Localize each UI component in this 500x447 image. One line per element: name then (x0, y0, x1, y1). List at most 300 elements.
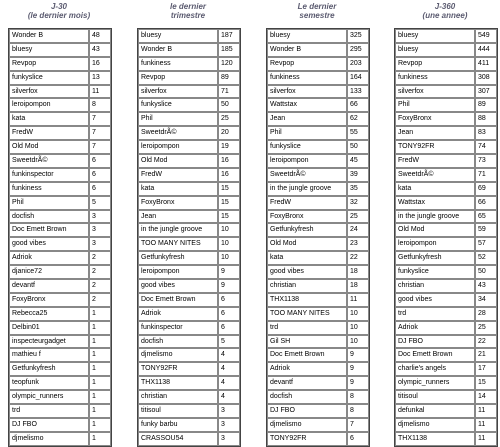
post-count: 1 (89, 418, 111, 432)
table-row (9, 390, 111, 404)
table-row (9, 196, 111, 210)
member-name: Wattstax (267, 98, 347, 112)
table-row (395, 126, 497, 140)
member-name: funkiness (395, 71, 475, 85)
column-subtitle: trimestre (170, 11, 206, 20)
table-row (395, 71, 497, 85)
table-row (267, 265, 369, 279)
member-name: funkyslice (395, 265, 475, 279)
table-row (267, 418, 369, 432)
member-name: Adriok (395, 321, 475, 335)
column-header (137, 2, 239, 28)
member-name: djanice72 (9, 265, 89, 279)
table-row (9, 418, 111, 432)
member-name: FredW (9, 126, 89, 140)
post-count: 21 (475, 348, 497, 362)
column-subtitle: semestre (299, 11, 335, 20)
column-header (8, 2, 110, 28)
post-count: 6 (218, 321, 240, 335)
post-count: 1 (89, 362, 111, 376)
post-count: 25 (475, 321, 497, 335)
member-name: Revpop (267, 57, 347, 71)
member-name: THX1138 (138, 376, 218, 390)
table-row (395, 321, 497, 335)
table-row (267, 279, 369, 293)
table-row (138, 85, 240, 99)
member-name: titisoul (395, 390, 475, 404)
member-name: silverfox (267, 85, 347, 99)
member-name: Old Mod (395, 223, 475, 237)
member-name: Old Mod (9, 140, 89, 154)
post-count: 18 (347, 279, 369, 293)
table-row (138, 279, 240, 293)
table-row (395, 196, 497, 210)
member-name: CRASSOU54 (138, 432, 218, 446)
post-count: 2 (89, 293, 111, 307)
member-name: djmelismo (267, 418, 347, 432)
table-row (395, 293, 497, 307)
post-count: 444 (475, 43, 497, 57)
table-row (138, 43, 240, 57)
member-name: SweetdrÃ© (138, 126, 218, 140)
post-count: 45 (347, 154, 369, 168)
table-row (395, 307, 497, 321)
table-row (9, 293, 111, 307)
post-count: 57 (475, 237, 497, 251)
member-name: SweetdrÃ© (267, 168, 347, 182)
table-row (9, 154, 111, 168)
post-count: 6 (89, 182, 111, 196)
table-row (267, 57, 369, 71)
post-count: 25 (347, 210, 369, 224)
table-row (395, 98, 497, 112)
post-count: 89 (475, 98, 497, 112)
post-count: 308 (475, 71, 497, 85)
table-row (395, 182, 497, 196)
table-row (267, 182, 369, 196)
post-count: 3 (218, 418, 240, 432)
table-row (267, 43, 369, 57)
member-name: funkiness (9, 182, 89, 196)
member-name: titisoul (138, 404, 218, 418)
post-count: 7 (89, 112, 111, 126)
member-name: bluesy (267, 29, 347, 43)
table-row (138, 390, 240, 404)
post-count: 20 (218, 126, 240, 140)
table-row (267, 321, 369, 335)
post-count: 4 (218, 362, 240, 376)
member-name: DJ FBO (9, 418, 89, 432)
post-count: 2 (89, 265, 111, 279)
member-name: Wonder B (138, 43, 218, 57)
member-name: teopfunk (9, 376, 89, 390)
post-count: 11 (475, 432, 497, 446)
member-name: kata (9, 112, 89, 126)
member-name: trd (267, 321, 347, 335)
member-name: good vibes (138, 279, 218, 293)
member-name: Jean (395, 126, 475, 140)
member-name: bluesy (395, 43, 475, 57)
post-count: 185 (218, 43, 240, 57)
table-row (9, 85, 111, 99)
member-name: leroipompon (267, 154, 347, 168)
post-count: 22 (475, 335, 497, 349)
table-row (9, 362, 111, 376)
member-name: TONY92FR (267, 432, 347, 446)
member-name: Getfunkyfresh (9, 362, 89, 376)
table-row (9, 265, 111, 279)
post-count: 2 (89, 251, 111, 265)
post-count: 8 (347, 404, 369, 418)
table-row (9, 404, 111, 418)
table-row (267, 432, 369, 446)
table-row (395, 335, 497, 349)
member-name: Phil (138, 112, 218, 126)
member-name: Doc Emett Brown (395, 348, 475, 362)
table-row (138, 182, 240, 196)
member-name: Doc Emett Brown (9, 223, 89, 237)
member-name: christian (267, 279, 347, 293)
member-name: christian (395, 279, 475, 293)
table-row (267, 376, 369, 390)
member-name: kata (267, 251, 347, 265)
member-name: SweetdrÃ© (9, 154, 89, 168)
table-row (395, 418, 497, 432)
post-count: 62 (347, 112, 369, 126)
table-row (138, 168, 240, 182)
post-count: 6 (218, 307, 240, 321)
post-count: 1 (89, 376, 111, 390)
table-row (267, 85, 369, 99)
table-row (9, 112, 111, 126)
table-row (138, 307, 240, 321)
post-count: 14 (475, 390, 497, 404)
table-row (395, 29, 497, 43)
post-count: 1 (89, 321, 111, 335)
post-count: 28 (475, 307, 497, 321)
post-count: 3 (89, 223, 111, 237)
column-title: le dernier (169, 2, 206, 11)
table-row (395, 57, 497, 71)
table-row (138, 223, 240, 237)
member-name: Adriok (267, 362, 347, 376)
member-name: Revpop (138, 71, 218, 85)
table-row (267, 140, 369, 154)
member-name: TONY92FR (138, 362, 218, 376)
post-count: 34 (475, 293, 497, 307)
table-row (395, 210, 497, 224)
member-name: silverfox (138, 85, 218, 99)
post-count: 22 (347, 251, 369, 265)
table-row (138, 404, 240, 418)
post-count: 9 (218, 265, 240, 279)
post-count: 17 (475, 362, 497, 376)
table-row (267, 126, 369, 140)
column-title: Le dernier (297, 2, 337, 11)
table-row (9, 57, 111, 71)
table-row (267, 112, 369, 126)
post-count: 1 (89, 404, 111, 418)
member-name: devantf (9, 279, 89, 293)
post-count: 24 (347, 223, 369, 237)
table-row (9, 182, 111, 196)
table-row (267, 154, 369, 168)
post-count: 73 (475, 154, 497, 168)
table-row (138, 237, 240, 251)
table-row (138, 154, 240, 168)
post-count: 10 (218, 223, 240, 237)
member-name: FoxyBronx (395, 112, 475, 126)
post-count: 4 (218, 376, 240, 390)
post-count: 48 (89, 29, 111, 43)
post-count: 10 (218, 251, 240, 265)
table-row (138, 293, 240, 307)
ranking-table (8, 28, 112, 447)
post-count: 9 (347, 376, 369, 390)
member-name: in the jungle groove (395, 210, 475, 224)
column-j360 (394, 2, 496, 447)
post-count: 1 (89, 348, 111, 362)
table-row (395, 85, 497, 99)
post-count: 15 (218, 210, 240, 224)
post-count: 39 (347, 168, 369, 182)
post-count: 1 (89, 307, 111, 321)
table-row (395, 223, 497, 237)
table-row (267, 404, 369, 418)
member-name: silverfox (9, 85, 89, 99)
member-name: mathieu f (9, 348, 89, 362)
table-row (9, 237, 111, 251)
table-row (9, 335, 111, 349)
post-count: 59 (475, 223, 497, 237)
member-name: funkyslice (138, 98, 218, 112)
member-name: Phil (395, 98, 475, 112)
post-count: 8 (347, 390, 369, 404)
ranking-table (137, 28, 241, 447)
post-count: 18 (347, 265, 369, 279)
post-count: 164 (347, 71, 369, 85)
member-name: Adriok (138, 307, 218, 321)
table-row (395, 390, 497, 404)
post-count: 3 (218, 404, 240, 418)
post-count: 32 (347, 196, 369, 210)
table-row (395, 168, 497, 182)
post-count: 6 (89, 154, 111, 168)
post-count: 15 (218, 182, 240, 196)
member-name: funkinspector (9, 168, 89, 182)
table-row (138, 71, 240, 85)
table-row (267, 293, 369, 307)
post-count: 69 (475, 182, 497, 196)
member-name: Getfunkyfresh (395, 251, 475, 265)
table-row (267, 168, 369, 182)
column-semestre (266, 2, 368, 447)
post-count: 1 (89, 335, 111, 349)
table-row (395, 112, 497, 126)
member-name: leroipompon (395, 237, 475, 251)
post-count: 120 (218, 57, 240, 71)
member-name: in the jungle groove (138, 223, 218, 237)
member-name: bluesy (138, 29, 218, 43)
post-count: 50 (475, 265, 497, 279)
member-name: good vibes (267, 265, 347, 279)
member-name: Revpop (395, 57, 475, 71)
table-row (267, 223, 369, 237)
post-count: 11 (475, 418, 497, 432)
post-count: 9 (347, 348, 369, 362)
table-row (9, 210, 111, 224)
table-row (395, 376, 497, 390)
member-name: docfish (9, 210, 89, 224)
post-count: 55 (347, 126, 369, 140)
post-count: 15 (218, 196, 240, 210)
table-row (395, 265, 497, 279)
member-name: TOO MANY NITES (138, 237, 218, 251)
member-name: kata (395, 182, 475, 196)
member-name: leroipompon (138, 140, 218, 154)
table-row (9, 432, 111, 446)
member-name: in the jungle groove (267, 182, 347, 196)
post-count: 88 (475, 112, 497, 126)
table-row (138, 418, 240, 432)
post-count: 11 (475, 404, 497, 418)
table-row (138, 98, 240, 112)
member-name: trd (395, 307, 475, 321)
post-count: 7 (89, 140, 111, 154)
table-row (138, 348, 240, 362)
member-name: good vibes (395, 293, 475, 307)
post-count: 6 (89, 168, 111, 182)
member-name: Doc Emett Brown (267, 348, 347, 362)
post-count: 411 (475, 57, 497, 71)
table-row (138, 376, 240, 390)
member-name: docfish (267, 390, 347, 404)
table-row (267, 362, 369, 376)
member-name: Old Mod (138, 154, 218, 168)
post-count: 2 (89, 279, 111, 293)
member-name: Adriok (9, 251, 89, 265)
column-header (394, 2, 496, 28)
post-count: 35 (347, 182, 369, 196)
table-row (395, 154, 497, 168)
member-name: FoxyBronx (138, 196, 218, 210)
member-name: djmelismo (9, 432, 89, 446)
table-row (267, 98, 369, 112)
post-count: 13 (89, 71, 111, 85)
member-name: TONY92FR (395, 140, 475, 154)
table-row (267, 251, 369, 265)
table-row (395, 404, 497, 418)
table-row (138, 265, 240, 279)
member-name: leroipompon (138, 265, 218, 279)
table-row (9, 348, 111, 362)
member-name: funkyslice (9, 71, 89, 85)
table-row (138, 335, 240, 349)
table-row (9, 98, 111, 112)
table-row (267, 335, 369, 349)
member-name: funkiness (138, 57, 218, 71)
table-row (138, 29, 240, 43)
member-name: devantf (267, 376, 347, 390)
post-count: 6 (347, 432, 369, 446)
member-name: Wonder B (267, 43, 347, 57)
member-name: olympic_runners (395, 376, 475, 390)
post-count: 10 (347, 321, 369, 335)
post-count: 187 (218, 29, 240, 43)
member-name: Revpop (9, 57, 89, 71)
post-count: 71 (218, 85, 240, 99)
table-row (138, 126, 240, 140)
member-name: TOO MANY NITES (267, 307, 347, 321)
column-trimestre (137, 2, 239, 447)
table-row (267, 196, 369, 210)
table-row (138, 362, 240, 376)
post-count: 4 (218, 390, 240, 404)
post-count: 549 (475, 29, 497, 43)
post-count: 307 (475, 85, 497, 99)
table-row (138, 57, 240, 71)
table-row (9, 223, 111, 237)
member-name: Old Mod (267, 237, 347, 251)
post-count: 10 (347, 335, 369, 349)
table-row (267, 210, 369, 224)
post-count: 10 (347, 307, 369, 321)
member-name: funkyslice (267, 140, 347, 154)
member-name: Delbin01 (9, 321, 89, 335)
post-count: 203 (347, 57, 369, 71)
post-count: 19 (218, 140, 240, 154)
post-count: 6 (218, 293, 240, 307)
member-name: good vibes (9, 237, 89, 251)
table-row (9, 321, 111, 335)
table-row (9, 71, 111, 85)
post-count: 9 (218, 279, 240, 293)
post-count: 52 (475, 251, 497, 265)
member-name: djmelismo (395, 418, 475, 432)
table-row (138, 112, 240, 126)
member-name: Doc Emett Brown (138, 293, 218, 307)
column-j30 (8, 2, 110, 447)
table-row (395, 432, 497, 446)
member-name: FredW (267, 196, 347, 210)
table-row (138, 210, 240, 224)
member-name: SweetdrÃ© (395, 168, 475, 182)
member-name: charlie's angels (395, 362, 475, 376)
post-count: 1 (89, 390, 111, 404)
member-name: trd (9, 404, 89, 418)
post-count: 50 (218, 98, 240, 112)
column-subtitle: (une annee) (422, 11, 468, 20)
post-count: 3 (218, 432, 240, 446)
table-row (267, 29, 369, 43)
member-name: funky barbu (138, 418, 218, 432)
post-count: 16 (218, 154, 240, 168)
post-count: 11 (89, 85, 111, 99)
post-count: 89 (218, 71, 240, 85)
member-name: DJ FBO (395, 335, 475, 349)
post-count: 7 (89, 126, 111, 140)
post-count: 15 (475, 376, 497, 390)
member-name: Phil (267, 126, 347, 140)
member-name: silverfox (395, 85, 475, 99)
table-row (9, 168, 111, 182)
post-count: 23 (347, 237, 369, 251)
member-name: docfish (138, 335, 218, 349)
table-row (395, 140, 497, 154)
member-name: Rebecca25 (9, 307, 89, 321)
table-row (267, 307, 369, 321)
table-row (9, 376, 111, 390)
